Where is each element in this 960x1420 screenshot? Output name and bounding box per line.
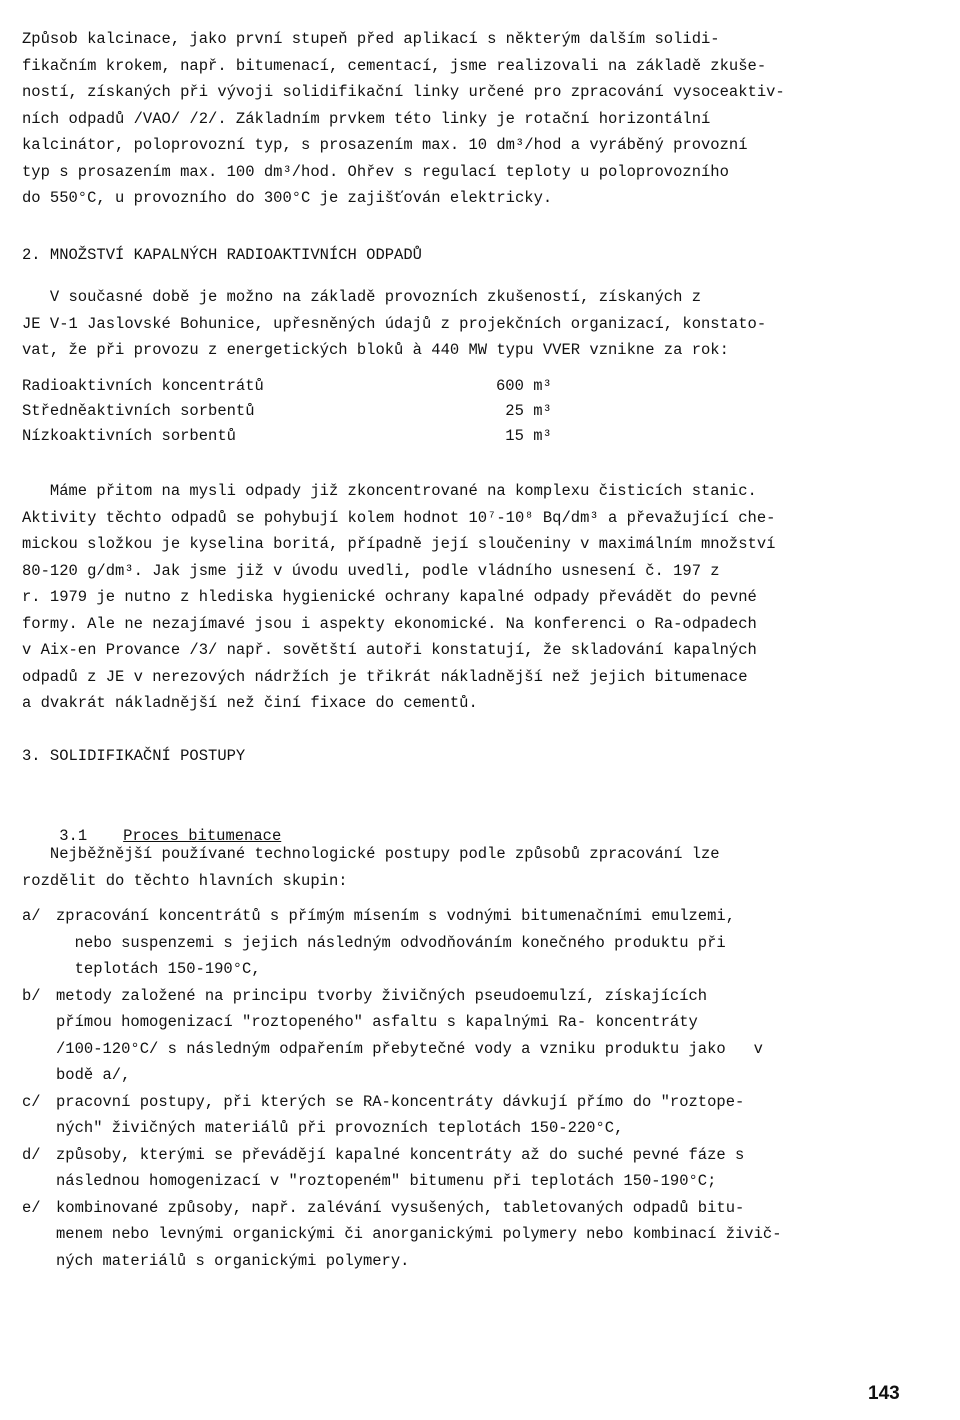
text-line: a dvakrát nákladnější než činí fixace do cementů. bbox=[22, 694, 478, 712]
subsection-title: Proces bitumenace bbox=[123, 827, 282, 845]
text-line: následnou homogenizací v "roztopeném" bitumenu při teplotách 150-190°C; bbox=[56, 1172, 717, 1190]
text-line: Nejběžnější používané technologické postupy podle způsobů zpracování lze bbox=[22, 845, 720, 863]
section-3-heading: 3. SOLIDIFIKAČNÍ POSTUPY bbox=[22, 747, 246, 765]
row-value: 15 m³ bbox=[496, 427, 552, 445]
text-line: typ s prosazením max. 100 dm³/hod. Ohřev s regulací teploty u poloprovozního bbox=[22, 162, 729, 181]
text-line: odpadů z JE v nerezových nádržích je třikrát nákladnější než jejich bitumenace bbox=[22, 667, 748, 686]
text-line: Aktivity těchto odpadů se pohybují kolem hodnot 10⁷-10⁸ Bq/dm³ a převažující che- bbox=[22, 508, 776, 527]
text-line: kalcinátor, poloprovozní typ, s prosazením max. 10 dm³/hod a vyráběný provozní bbox=[22, 136, 748, 154]
text-line: /100-120°C/ s následným odpařením přebytečné vody a vzniku produktu jako v bbox=[56, 1039, 763, 1058]
text-line: přímou homogenizací "roztopeného" asfaltu s kapalnými Ra- koncentráty bbox=[56, 1013, 698, 1031]
text-line: zpracování koncentrátů s přímým mísením s vodnými bitumenačními emulzemi, bbox=[56, 907, 736, 925]
row-label: Nízkoaktivních sorbentů bbox=[22, 427, 236, 445]
list-item bbox=[22, 1089, 922, 1142]
text-line: Způsob kalcinace, jako první stupeň před aplikací s některým dalším solidi- bbox=[22, 30, 720, 48]
section-3-intro bbox=[22, 841, 922, 894]
list-marker: d/ bbox=[22, 1145, 41, 1164]
text-line: rozdělit do těchto hlavních skupin: bbox=[22, 871, 348, 890]
list-marker: b/ bbox=[22, 986, 41, 1005]
subsection-heading bbox=[22, 797, 922, 845]
table-row bbox=[22, 399, 622, 424]
text-line: mickou složkou je kyselina boritá, případně její sloučeniny v maximálním množství bbox=[22, 535, 776, 553]
text-line: ných materiálů s organickými polymery. bbox=[56, 1251, 410, 1270]
list-item bbox=[22, 1195, 922, 1275]
intro-paragraph bbox=[22, 26, 922, 212]
section-2-paragraph-2 bbox=[22, 478, 922, 717]
row-label: Radioaktivních koncentrátů bbox=[22, 377, 264, 395]
list-marker: e/ bbox=[22, 1198, 41, 1217]
text-line: ních odpadů /VAO/ /2/. Základním prvkem této linky je rotační horizontální bbox=[22, 109, 711, 128]
list-marker: a/ bbox=[22, 907, 41, 925]
row-value: 600 m³ bbox=[496, 377, 552, 395]
text-line: 80-120 g/dm³. Jak jsme již v úvodu uvedli, podle vládního usnesení č. 197 z bbox=[22, 561, 720, 580]
section-2-heading: 2. MNOŽSTVÍ KAPALNÝCH RADIOAKTIVNÍCH ODPADŮ bbox=[22, 246, 422, 264]
text-line: ností, získaných při vývoji solidifikační linky určené pro zpracování vysoceaktiv- bbox=[22, 83, 785, 101]
text-line: způsoby, kterými se převádějí kapalné koncentráty až do suché pevné fáze s bbox=[56, 1145, 745, 1164]
text-line: nebo suspenzemi s jejich následným odvodňováním konečného produktu při bbox=[56, 933, 726, 952]
text-line: teplotách 150-190°C, bbox=[56, 960, 261, 978]
page-number: 143 bbox=[868, 1383, 900, 1404]
text-line: kombinované způsoby, např. zalévání vysušených, tabletovaných odpadů bitu- bbox=[56, 1198, 745, 1217]
text-line: V současné době je možno na základě provozních zkušeností, získaných z bbox=[22, 288, 702, 306]
text-line: bodě a/, bbox=[56, 1066, 131, 1084]
text-line: fikačním krokem, např. bitumenací, cementací, jsme realizovali na základě zkuše- bbox=[22, 56, 767, 75]
text-line: ných" živičných materiálů při provozních teplotách 150-220°C, bbox=[56, 1119, 624, 1137]
text-line: Máme přitom na mysli odpady již zkoncentrované na komplexu čisticích stanic. bbox=[22, 482, 757, 500]
text-line: JE V-1 Jaslovské Bohunice, upřesněných údajů z projekčních organizací, konstato- bbox=[22, 314, 767, 333]
text-line: v Aix-en Provance /3/ např. sovětští autoři konstatují, že skladování kapalných bbox=[22, 641, 757, 659]
method-list bbox=[22, 903, 922, 1274]
list-item bbox=[22, 903, 922, 983]
section-2-paragraph-1 bbox=[22, 284, 922, 364]
table-row bbox=[22, 374, 622, 399]
list-item bbox=[22, 983, 922, 1089]
row-label: Středněaktivních sorbentů bbox=[22, 402, 255, 420]
text-line: menem nebo levnými organickými či anorganickými polymery nebo kombinací živič- bbox=[56, 1225, 782, 1243]
list-item bbox=[22, 1142, 922, 1195]
text-line: pracovní postupy, při kterých se RA-koncentráty dávkují přímo do "roztope- bbox=[56, 1092, 745, 1111]
row-value: 25 m³ bbox=[496, 402, 552, 420]
subsection-number: 3.1 bbox=[59, 827, 88, 845]
text-line: do 550°C, u provozního do 300°C je zajišťován elektricky. bbox=[22, 189, 553, 207]
table-row bbox=[22, 424, 622, 449]
text-line: formy. Ale ne nezajímavé jsou i aspekty ekonomické. Na konferenci o Ra-odpadech bbox=[22, 614, 757, 633]
text-line: vat, že při provozu z energetických bloků à 440 MW typu VVER vznikne za rok: bbox=[22, 341, 729, 359]
text-line: metody založené na principu tvorby živičných pseudoemulzí, získajících bbox=[56, 986, 708, 1005]
text-line: r. 1979 je nutno z hlediska hygienické ochrany kapalné odpady převádět do pevné bbox=[22, 588, 757, 606]
list-marker: c/ bbox=[22, 1092, 41, 1111]
waste-volume-table bbox=[22, 374, 622, 449]
